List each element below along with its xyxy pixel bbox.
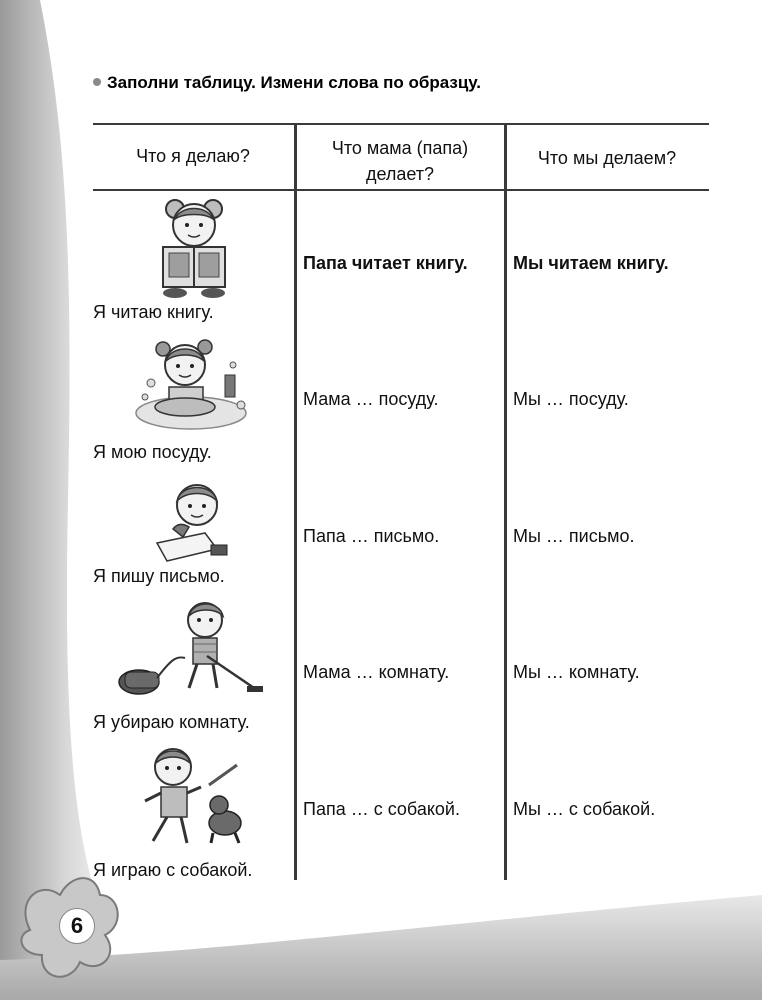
row-2-caption: Я мою посуду. [93,442,212,462]
boy-playing-with-dog-icon [137,745,247,850]
row-2-col3: Мы … посуду. [513,389,629,409]
header-col3: Что мы делаем? [537,148,677,168]
girl-reading-book-icon [155,195,235,300]
table-top-border [93,123,709,125]
row-1-caption: Я читаю книгу. [93,302,214,322]
table-column-divider-2 [504,123,507,880]
instruction-text [93,73,481,93]
row-2-col2: Мама … посуду. [303,389,439,409]
table-header-border [93,189,709,191]
bullet-icon [93,78,101,86]
row-1-col3: Мы читаем книгу. [513,253,669,273]
row-3-caption: Я пишу письмо. [93,566,225,586]
row-5-col2: Папа … с собакой. [303,799,460,819]
row-4-col3: Мы … комнату. [513,662,640,682]
header-col1: Что я делаю? [136,146,250,166]
row-5-caption: Я играю с собакой. [93,860,253,880]
boy-writing-letter-icon [155,475,235,565]
page-number: 6 [59,908,95,944]
row-3-col2: Папа … письмо. [303,526,440,546]
header-col2 [297,135,503,187]
row-4-col2: Мама … комнату. [303,662,450,682]
row-5-col3: Мы … с собакой. [513,799,656,819]
row-4-caption: Я убираю комнату. [93,712,250,732]
row-3-col3: Мы … письмо. [513,526,635,546]
girl-washing-dishes-icon [133,335,251,435]
boy-vacuuming-icon [117,598,265,703]
instruction-label: Заполни таблицу. Измени слова по образцу. [107,73,481,92]
row-1-col2: Папа читает книгу. [303,253,468,273]
header-col2-line1: Что мама (папа) [331,138,469,158]
table-column-divider-1 [294,123,297,880]
header-col2-line2: делает? [365,164,435,184]
